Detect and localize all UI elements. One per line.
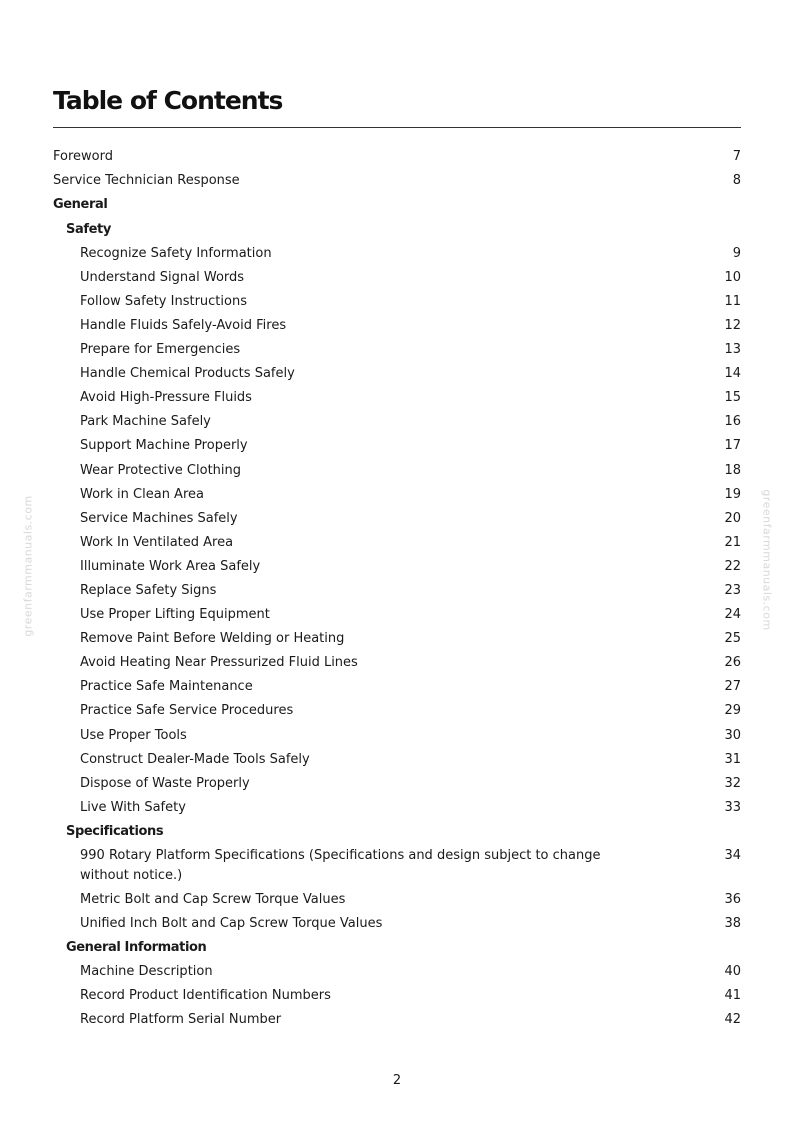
- toc-entry-label: Foreword: [53, 149, 113, 165]
- toc-entry-page: 42: [724, 1012, 741, 1028]
- toc-entry-label: Avoid Heating Near Pressurized Fluid Lines: [80, 655, 358, 671]
- toc-entry[interactable]: [53, 911, 741, 935]
- toc-entry-page: 12: [724, 317, 741, 333]
- toc-entry[interactable]: [53, 410, 741, 434]
- toc-entry[interactable]: [53, 506, 741, 530]
- toc-entry-page: 19: [724, 486, 741, 502]
- toc-entry[interactable]: [53, 844, 741, 888]
- toc-entry-page: 25: [724, 631, 741, 647]
- toc-entry-label: Specifications: [66, 823, 164, 839]
- title-divider: [53, 127, 741, 128]
- toc-entry-label: Practice Safe Service Procedures: [80, 703, 294, 719]
- toc-entry-label: Illuminate Work Area Safely: [80, 558, 261, 574]
- toc-entry-page: 27: [724, 679, 741, 695]
- toc-entry-label: Construct Dealer-Made Tools Safely: [80, 751, 310, 767]
- toc-entry-label: Dispose of Waste Properly: [80, 775, 250, 791]
- watermark-left: greenfarmmanuals.com: [21, 495, 35, 637]
- toc-entry-page: 33: [724, 799, 741, 815]
- toc-entry-label: Park Machine Safely: [80, 414, 211, 430]
- toc-entry-label: Replace Safety Signs: [80, 582, 217, 598]
- toc-entry-label: Machine Description: [80, 963, 213, 979]
- toc-entry[interactable]: [53, 960, 741, 984]
- toc-entry-page: 36: [724, 891, 741, 907]
- toc-entry-label: General Information: [66, 939, 207, 955]
- toc-entry-label: Live With Safety: [80, 799, 186, 815]
- toc-entry[interactable]: [53, 386, 741, 410]
- toc-entry-page: 17: [724, 438, 741, 454]
- table-of-contents: [53, 145, 741, 1032]
- toc-entry-page: 30: [724, 727, 741, 743]
- toc-entry[interactable]: [53, 265, 741, 289]
- toc-entry-page: 32: [724, 775, 741, 791]
- toc-entry[interactable]: [53, 651, 741, 675]
- toc-entry[interactable]: [53, 771, 741, 795]
- toc-entry-page: 26: [724, 655, 741, 671]
- toc-entry-page: 11: [724, 293, 741, 309]
- toc-entry-label: Handle Fluids Safely-Avoid Fires: [80, 317, 287, 333]
- toc-entry-label: Unified Inch Bolt and Cap Screw Torque Values: [80, 915, 383, 931]
- toc-entry[interactable]: [53, 169, 741, 193]
- toc-entry-page: 23: [724, 582, 741, 598]
- toc-entry[interactable]: [53, 458, 741, 482]
- toc-entry[interactable]: [53, 314, 741, 338]
- toc-entry[interactable]: [53, 723, 741, 747]
- toc-entry-page: 22: [724, 558, 741, 574]
- toc-entry-label: Record Platform Serial Number: [80, 1012, 282, 1028]
- toc-entry-label: 990 Rotary Platform Specifications (Specifications and design subject to change without notice.): [80, 848, 601, 883]
- toc-entry-page: 40: [724, 963, 741, 979]
- toc-entry-label: Metric Bolt and Cap Screw Torque Values: [80, 891, 346, 907]
- toc-entry[interactable]: [53, 627, 741, 651]
- toc-entry[interactable]: [53, 555, 741, 579]
- toc-section-heading: [53, 193, 741, 217]
- toc-entry-page: 18: [724, 462, 741, 478]
- toc-entry[interactable]: [53, 482, 741, 506]
- toc-entry-page: 24: [724, 607, 741, 623]
- toc-entry-label: Prepare for Emergencies: [80, 342, 241, 358]
- toc-entry[interactable]: [53, 338, 741, 362]
- toc-entry-page: 38: [724, 915, 741, 931]
- toc-section-heading: [53, 820, 741, 844]
- toc-entry-label: Work In Ventilated Area: [80, 534, 234, 550]
- toc-entry-page: 9: [732, 245, 741, 261]
- toc-entry-label: Service Machines Safely: [80, 510, 238, 526]
- toc-entry[interactable]: [53, 796, 741, 820]
- toc-entry-label: Support Machine Properly: [80, 438, 248, 454]
- toc-entry-label: General: [53, 197, 108, 213]
- toc-entry-page: 41: [724, 987, 741, 1003]
- toc-entry-label: Service Technician Response: [53, 173, 240, 189]
- page-title: Table of Contents: [53, 86, 283, 115]
- toc-section-heading: [53, 936, 741, 960]
- toc-entry-label: Handle Chemical Products Safely: [80, 366, 295, 382]
- toc-entry-page: 15: [724, 390, 741, 406]
- toc-entry-page: 20: [724, 510, 741, 526]
- toc-entry[interactable]: [53, 675, 741, 699]
- toc-entry-label: Use Proper Tools: [80, 727, 187, 743]
- toc-entry[interactable]: [53, 579, 741, 603]
- toc-entry-label: Avoid High-Pressure Fluids: [80, 390, 252, 406]
- toc-entry-label: Use Proper Lifting Equipment: [80, 607, 270, 623]
- toc-entry[interactable]: [53, 531, 741, 555]
- toc-entry[interactable]: [53, 290, 741, 314]
- toc-entry-page: 13: [724, 342, 741, 358]
- toc-entry[interactable]: [53, 887, 741, 911]
- toc-entry-label: Safety: [66, 221, 111, 237]
- watermark-right: greenfarmmanuals.com: [760, 489, 774, 631]
- toc-entry[interactable]: [53, 699, 741, 723]
- toc-entry-page: 16: [724, 414, 741, 430]
- toc-entry-label: Wear Protective Clothing: [80, 462, 242, 478]
- toc-entry[interactable]: [53, 603, 741, 627]
- toc-entry-label: Record Product Identification Numbers: [80, 987, 331, 1003]
- toc-entry-label: Follow Safety Instructions: [80, 293, 247, 309]
- toc-entry[interactable]: [53, 747, 741, 771]
- toc-entry-page: 29: [724, 703, 741, 719]
- toc-entry-page: 31: [724, 751, 741, 767]
- toc-entry[interactable]: [53, 362, 741, 386]
- page-number: 2: [392, 1073, 402, 1088]
- toc-entry[interactable]: [53, 145, 741, 169]
- toc-entry[interactable]: [53, 1008, 741, 1032]
- toc-entry-label: Practice Safe Maintenance: [80, 679, 253, 695]
- toc-entry-label: Recognize Safety Information: [80, 245, 272, 261]
- toc-entry-page: 8: [732, 173, 741, 189]
- toc-entry-label: Work in Clean Area: [80, 486, 204, 502]
- toc-entry-page: 7: [732, 149, 741, 165]
- toc-section-heading: [53, 217, 741, 241]
- toc-entry[interactable]: [53, 984, 741, 1008]
- toc-entry-page: 21: [724, 534, 741, 550]
- toc-entry-label: Remove Paint Before Welding or Heating: [80, 631, 345, 647]
- toc-entry-page: 34: [724, 848, 741, 864]
- toc-entry[interactable]: [53, 241, 741, 265]
- toc-entry-page: 10: [724, 269, 741, 285]
- toc-entry-label: Understand Signal Words: [80, 269, 245, 285]
- toc-entry-page: 14: [724, 366, 741, 382]
- toc-entry[interactable]: [53, 434, 741, 458]
